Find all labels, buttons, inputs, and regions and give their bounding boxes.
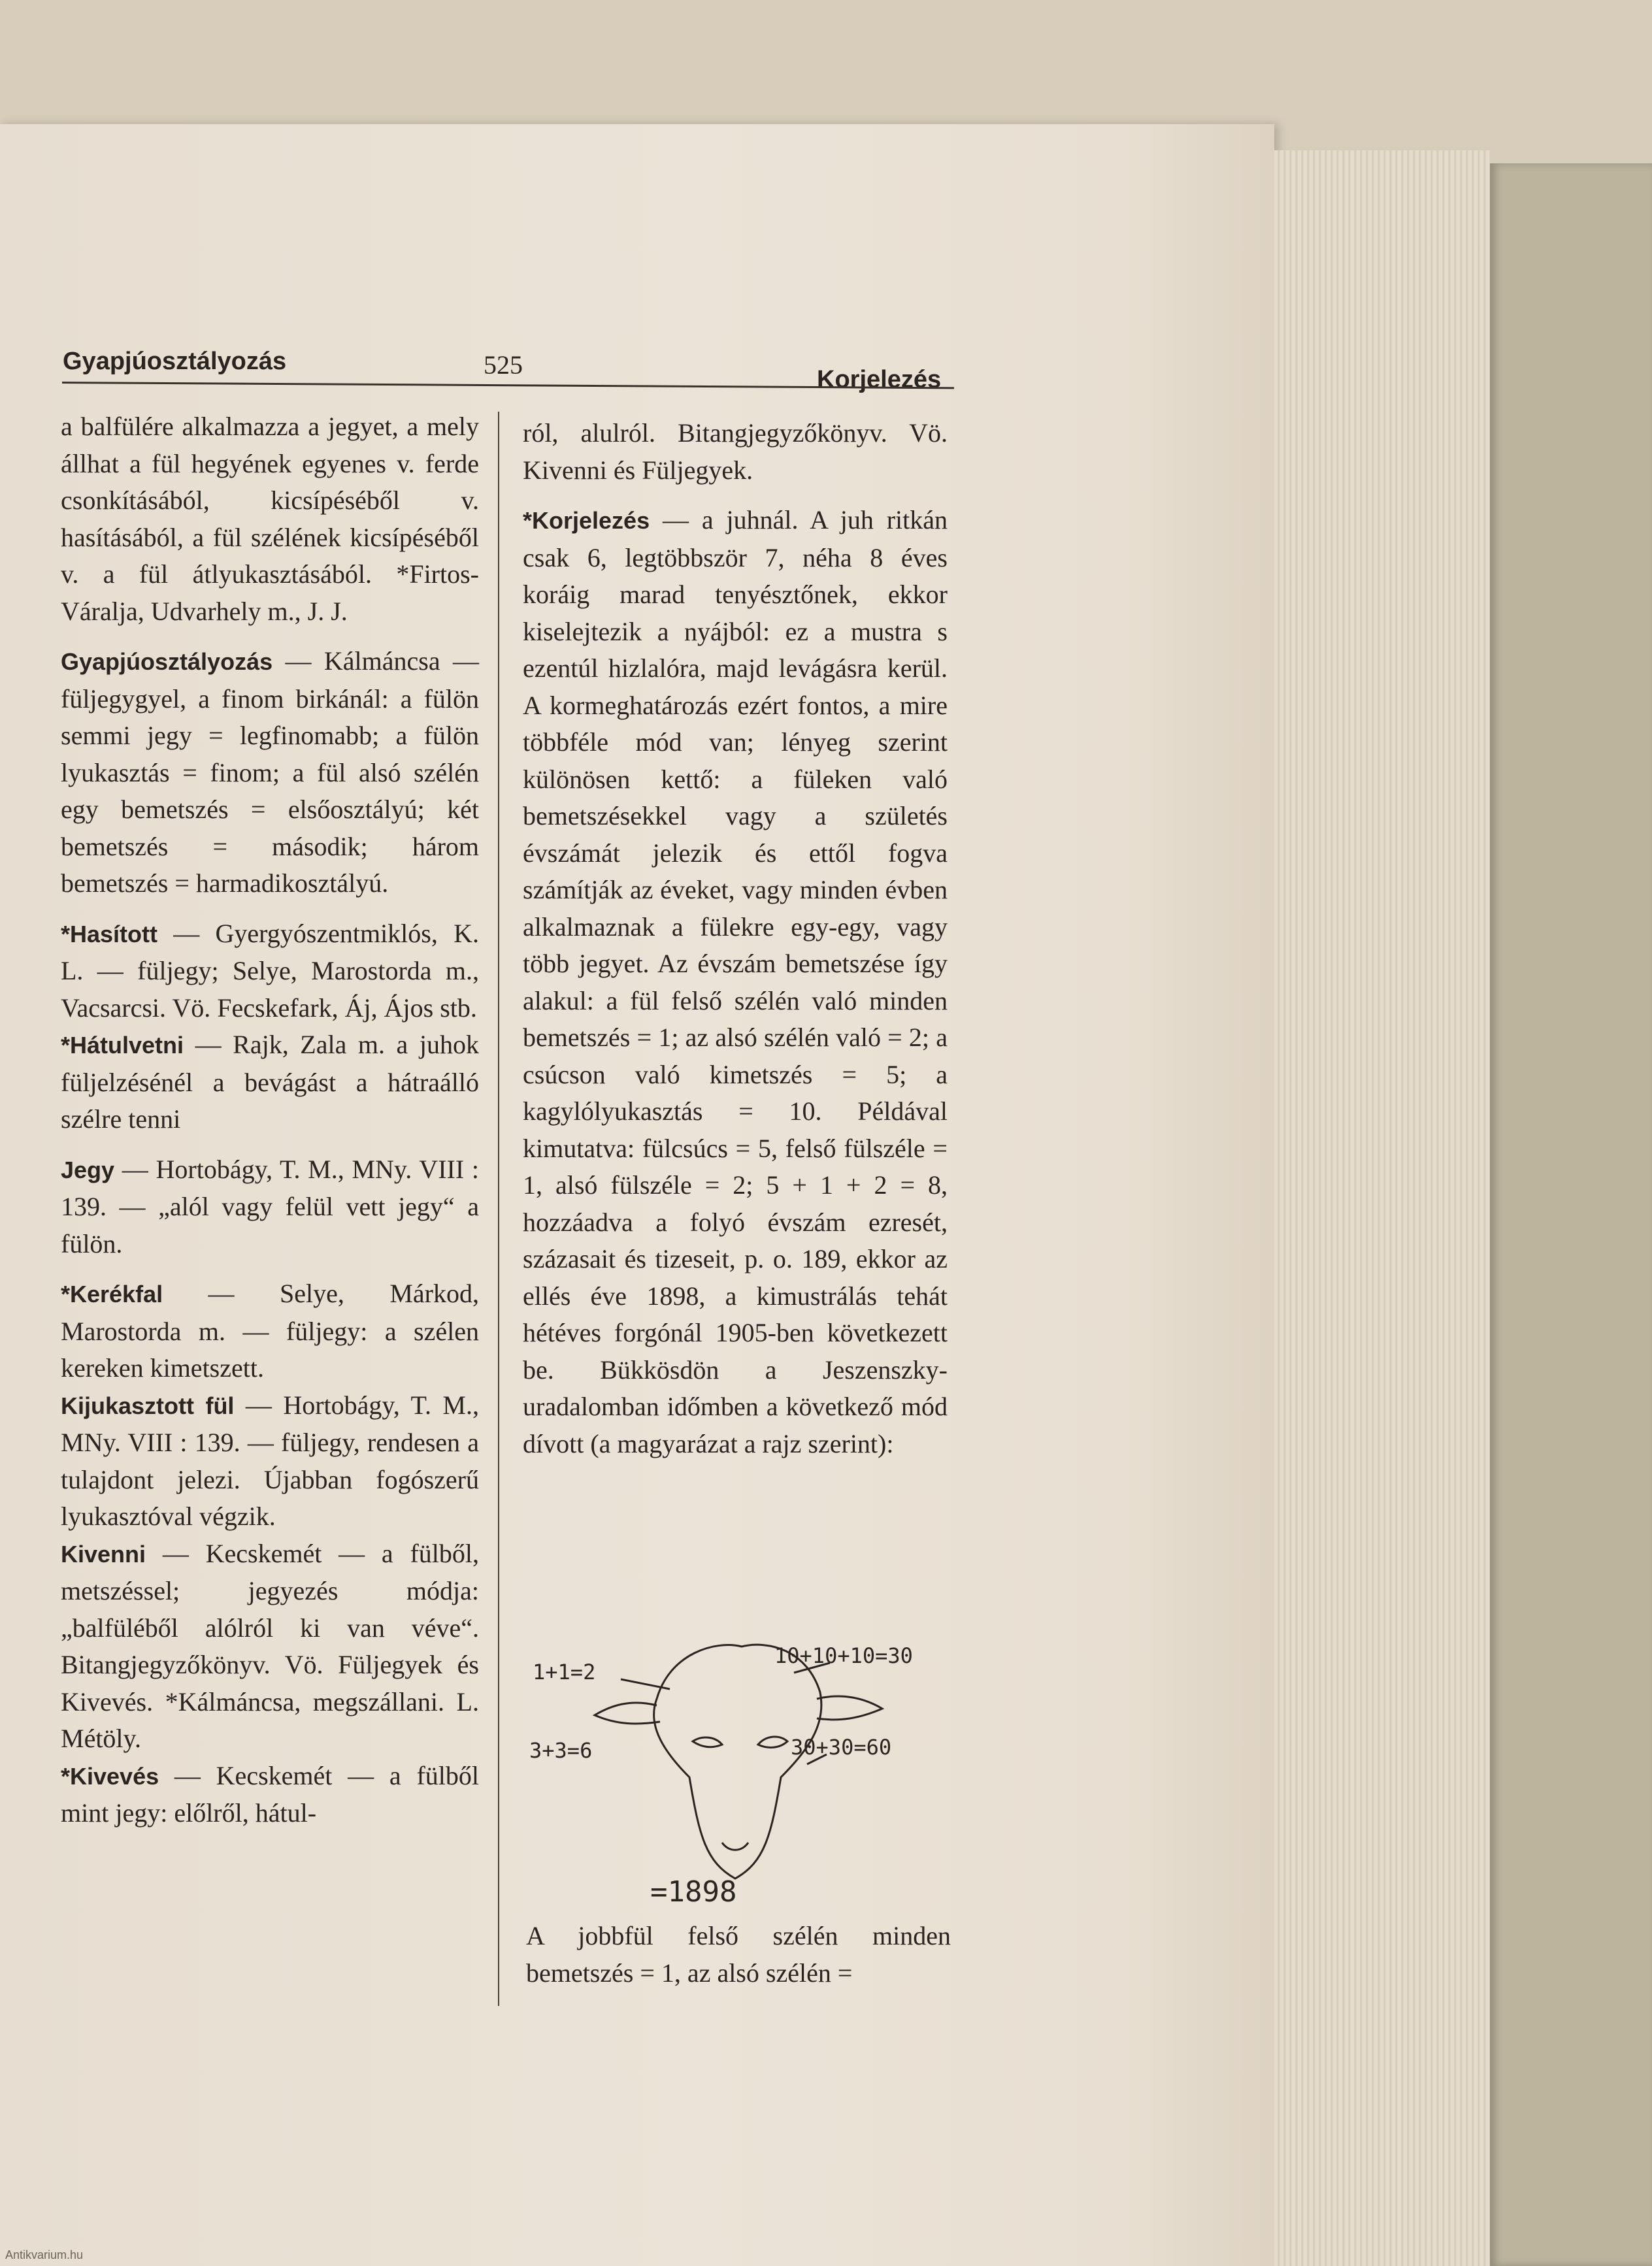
page-number: 525 [484, 350, 523, 380]
entry-keyword: *Kivevés [61, 1762, 159, 1790]
after-diagram-text: A jobbfül felső szélén minden bemetszés = 1, az alsó szélén = [526, 1921, 951, 1988]
entry-kijukasztott-ful [61, 1387, 479, 1535]
entry-text: — Selye, Márkod, Marostorda m. — füljegy: a szélen kereken kimetszett. [61, 1279, 479, 1383]
entry-keyword: *Korjelezés [523, 507, 650, 534]
entry-keyword: *Kerékfal [61, 1281, 163, 1307]
right-column [523, 415, 948, 1462]
diagram-label-top-left: 1+1=2 [533, 1660, 596, 1684]
entry-keyword: Kijukasztott fül [61, 1392, 235, 1419]
left-ear [595, 1703, 660, 1724]
sheep-head-outline [654, 1645, 821, 1879]
entry-keyword: Gyapjúosztályozás [61, 648, 273, 675]
entry-kiveves [61, 1758, 479, 1832]
entry-kerekfal [61, 1275, 479, 1387]
entry-text: — Rajk, Zala m. a juhok füljelzésénél a bevágást a hátraálló szélre tenni [61, 1030, 479, 1134]
entry-keyword: Kivenni [61, 1540, 146, 1568]
sheep-head-diagram [520, 1627, 951, 1908]
left-column [61, 408, 479, 1832]
entry-keyword: *Hátulvetni [61, 1032, 184, 1059]
entry-continuation: a balfülére alkalmazza a jegyet, a mely állhat a fül hegyének egyenes v. ferde csonkításából, kicsípéséből v. hasításából, a fül szélének kicsípéséből v. a fül átlyukasztásából. *Firtos-Váralja, Udvarhely m., J. J. [61, 412, 479, 626]
running-head-left: Gyapjúosztályozás [63, 348, 287, 375]
right-ear [817, 1696, 882, 1720]
entry-text: — a juhnál. A juh ritkán csak 6, legtöbbször 7, néha 8 éves koráig marad tenyésztőnek, ekkor kiselejtezik a nyájból: ez a mustra s ezentúl hizlalóra, majd levágásra kerül. A kormeghatározás ezért fontos, a mire többféle mód van; lényeg szerint különösen kettő: a füleken való bemetszésekkel vagy a születés évszámát jelezik és ettől fogva számítják az éveket, vagy minden évben alkalmaznak a fülekre egy-egy, vagy több jegyet. Az évszám bemetszése így alakul: a fül felső szélén való minden bemetszés = 1; az alsó szélén való = 2; a csúcson való kimetszés = 5; a kagylólyukasztás = 10. Példával kimutatva: fülcsúcs = 5, felső fülszéle = 1, alsó fülszéle = 2; 5 + 1 + 2 = 8, hozzáadva a folyó évszám ezresét, százasait és tizeseit, p. o. 189, ekkor az ellés éve 1898, a kimustrálás tehát hétéves forgónál 1905-ben következett be. Bükkösdön a Jeszenszky-uradalomban időmben a következő mód dívott (a magyarázat a rajz szerint): [523, 505, 948, 1458]
diagram-label-mid-left: 3+3=6 [529, 1738, 593, 1763]
right-eye [758, 1737, 787, 1747]
entry-hasitott [61, 915, 479, 1027]
entry-text: — Kecskemét — a fülből mint jegy: előlről, hátul- [61, 1760, 479, 1828]
entry-text: — Hortobágy, T. M., MNy. VIII : 139. — „alól vagy felül vett jegy“ a fülön. [61, 1154, 479, 1258]
entry-kivenni [61, 1535, 479, 1758]
entry-continuation: ról, alulról. Bitangjegyzőkönyv. Vö. Kivenni és Füljegyek. [523, 418, 948, 485]
page-edges [1274, 150, 1490, 2266]
entry-text: — Kecskemét — a fülből, metszéssel; jegyezés módja: „balfüléből alólról ki van véve“. Bitangjegyzőkönyv. Vö. Füljegyek és Kivevés. *Kálmáncsa, megszállani. L. Métöly. [61, 1538, 479, 1753]
diagram-label-top-right: 10+10+10=30 [774, 1643, 913, 1668]
entry-gyapjuosztalyozas [61, 643, 479, 902]
column-divider [498, 412, 499, 2006]
nose [722, 1843, 748, 1850]
watermark: Antikvarium.hu [5, 2248, 84, 2261]
entry-jegy [61, 1151, 479, 1263]
entry-text: — Hortobágy, T. M., MNy. VIII : 139. — füljegy, rendesen a tulajdont jelezi. Újabban fogószerű lyukasztóval végzik. [61, 1390, 479, 1531]
entry-korjelezes [523, 502, 948, 1462]
entry-keyword: *Hasított [61, 920, 158, 947]
diagram-label-mid-right: 30+30=60 [791, 1735, 892, 1760]
entry-keyword: Jegy [61, 1156, 115, 1183]
diagram-label-bottom: =1898 [650, 1875, 737, 1908]
entry-text: — Kálmáncsa — füljegygyel, a finom birkánál: a fülön semmi jegy = legfinomabb; a fülön lyukasztás = finom; a fül alsó szélén egy bemetszés = elsőosztályú; két bemetszés = második; három bemetszés = harmadikosztályú. [61, 646, 479, 898]
left-eye [693, 1737, 722, 1747]
running-head-right: Korjelezés [817, 366, 942, 393]
entry-hatulvetni [61, 1026, 479, 1138]
book-cover [1490, 163, 1652, 2266]
entry-text: — Gyergyószentmiklós, K. L. — füljegy; Selye, Marostorda m., Vacsarcsi. Vö. Fecskefark, Áj, Ájos stb. [61, 918, 479, 1023]
